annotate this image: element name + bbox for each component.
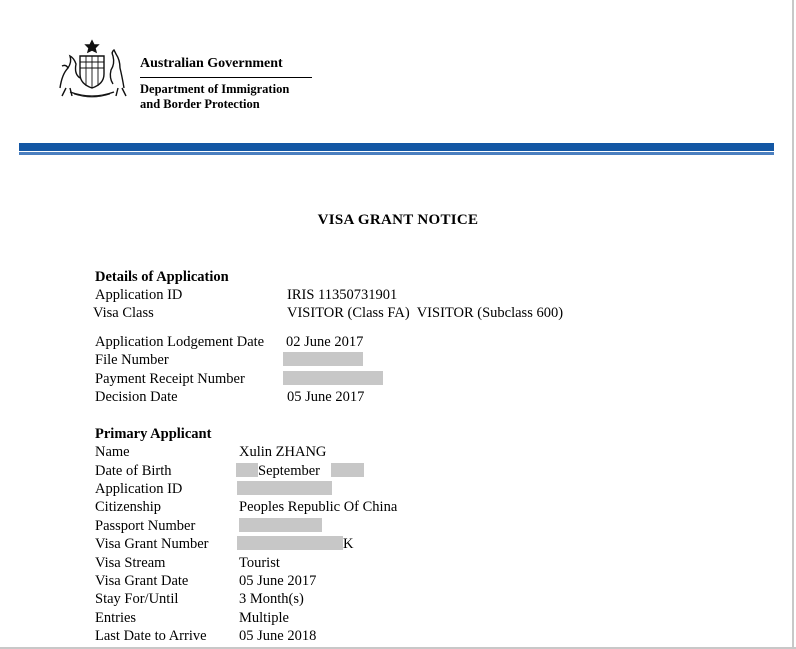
visa-grant-date-value: 05 June 2017 — [239, 573, 317, 589]
citizenship-value: Peoples Republic Of China — [239, 499, 398, 515]
passport-number-redaction — [239, 518, 322, 532]
citizenship-label: Citizenship — [95, 499, 162, 515]
department-name-line-1: Department of Immigration — [140, 82, 290, 96]
entries-label: Entries — [95, 610, 137, 626]
visa-stream-value: Tourist — [239, 555, 280, 571]
last-date-to-arrive-label: Last Date to Arrive — [95, 628, 207, 644]
window-right-edge — [792, 0, 794, 649]
application-id-value: IRIS 11350731901 — [287, 287, 398, 303]
applicant-application-id-redaction — [237, 481, 332, 495]
decision-date-label: Decision Date — [95, 389, 178, 405]
government-name: Australian Government — [140, 56, 312, 78]
applicant-section-heading: Primary Applicant — [95, 426, 212, 442]
name-label: Name — [95, 444, 130, 460]
file-number-redaction — [283, 352, 363, 366]
visa-class-value: VISITOR (Class FA) VISITOR (Subclass 600) — [287, 305, 564, 321]
visa-grant-date-label: Visa Grant Date — [95, 573, 189, 589]
visa-grant-number-label: Visa Grant Number — [95, 536, 209, 552]
application-id-label: Application ID — [95, 287, 183, 303]
department-name-line-2: and Border Protection — [140, 97, 260, 111]
name-value: Xulin ZHANG — [239, 444, 327, 460]
date-of-birth-value: September — [258, 463, 321, 479]
agency-header — [140, 56, 312, 112]
visa-class-label: Visa Class — [93, 305, 154, 321]
passport-number-label: Passport Number — [95, 518, 196, 534]
visa-stream-label: Visa Stream — [95, 555, 166, 571]
file-number-label: File Number — [95, 352, 169, 368]
payment-receipt-redaction — [283, 371, 383, 385]
australian-coat-of-arms-icon — [52, 38, 132, 100]
birth-day-redaction — [236, 463, 258, 477]
entries-value: Multiple — [239, 610, 289, 626]
applicant-application-id-label: Application ID — [95, 481, 183, 497]
last-date-to-arrive-value: 05 June 2018 — [239, 628, 317, 644]
birth-year-redaction — [331, 463, 364, 477]
date-of-birth-label: Date of Birth — [95, 463, 172, 479]
stay-for-label: Stay For/Until — [95, 591, 179, 607]
visa-grant-number-redaction — [237, 536, 343, 550]
header-rule — [19, 143, 774, 155]
document-title: VISA GRANT NOTICE — [317, 212, 479, 228]
decision-date-value: 05 June 2017 — [287, 389, 365, 405]
lodgement-date-value: 02 June 2017 — [286, 334, 364, 350]
visa-grant-number-value: K — [343, 536, 354, 552]
application-section-heading: Details of Application — [95, 269, 229, 285]
stay-for-value: 3 Month(s) — [239, 591, 304, 607]
payment-receipt-label: Payment Receipt Number — [95, 371, 245, 387]
lodgement-date-label: Application Lodgement Date — [95, 334, 265, 350]
